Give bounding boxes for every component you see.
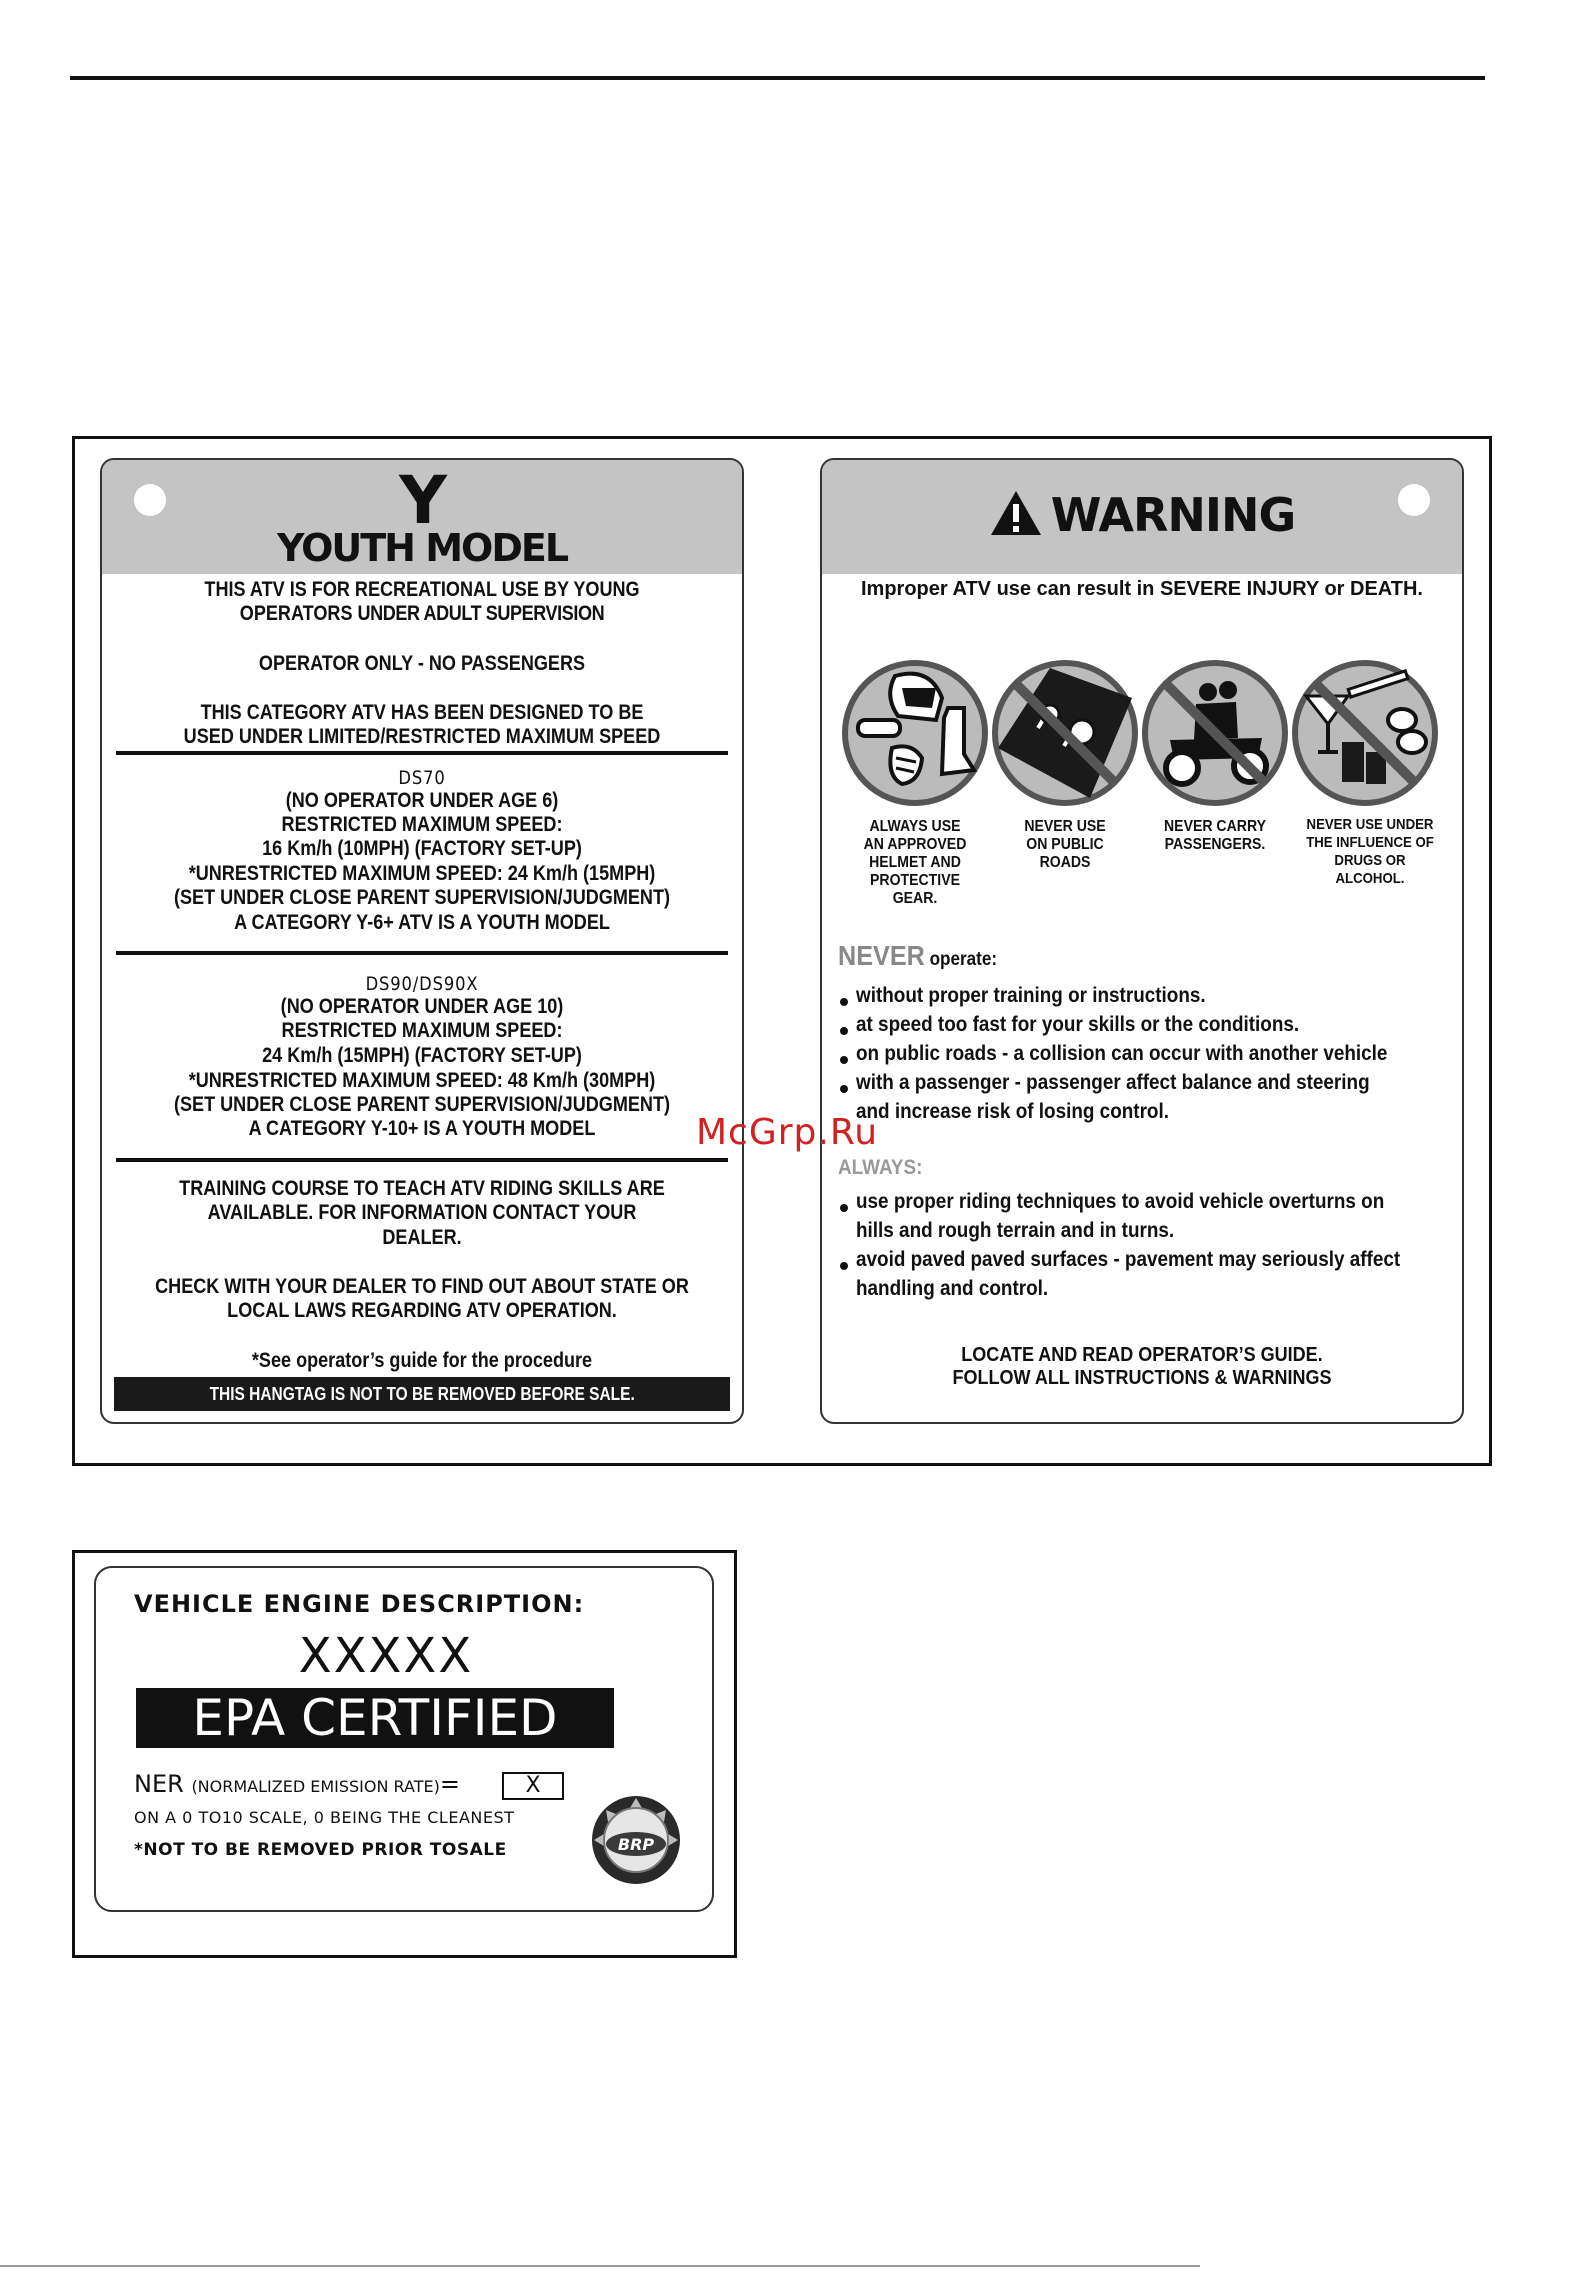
hangtag-notice: THIS HANGTAG IS NOT TO BE REMOVED BEFORE SALE.: [114, 1377, 730, 1411]
bottom-rule: [0, 2265, 1200, 2267]
ds70-age: (NO OPERATOR UNDER AGE 6): [285, 789, 559, 812]
warning-subtitle: Improper ATV use can result in SEVERE INJURY or DEATH.: [861, 578, 1423, 600]
no-public-roads-icon: [990, 658, 1140, 808]
brp-logo-icon: [590, 1794, 682, 1886]
ds90-model: DS90/DS90X: [365, 973, 479, 995]
training-line: AVAILABLE. FOR INFORMATION CONTACT YOUR: [207, 1201, 637, 1224]
never-item: on public roads - a collision can occur with another vehicle: [856, 1042, 1388, 1065]
bullet: [840, 1262, 848, 1270]
helmet-gear-icon: [840, 658, 990, 808]
ds90-line: (SET UNDER CLOSE PARENT SUPERVISION/JUDGMENT): [173, 1093, 671, 1116]
training-line: TRAINING COURSE TO TEACH ATV RIDING SKILLS ARE: [179, 1177, 665, 1200]
laws-line: LOCAL LAWS REGARDING ATV OPERATION.: [227, 1299, 617, 1322]
ds90-line: *UNRESTRICTED MAXIMUM SPEED: 48 Km/h (30MPH): [188, 1069, 656, 1092]
brp-logo-text: BRP: [617, 1835, 655, 1854]
never-item-continued: and increase risk of losing control.: [856, 1100, 1169, 1123]
bullet: [840, 1056, 848, 1064]
engine-description-label: VEHICLE ENGINE DESCRIPTION:: [134, 1590, 585, 1618]
ds70-line: 16 Km/h (10MPH) (FACTORY SET-UP): [262, 837, 582, 860]
divider: [116, 951, 728, 955]
top-rule: [70, 76, 1485, 80]
pictogram-caption: ALWAYS USE AN APPROVED HELMET AND PROTECTIVE GEAR.: [863, 818, 967, 907]
bullet: [840, 998, 848, 1006]
warning-tag-header: [822, 460, 1462, 574]
never-item: without proper training or instructions.: [856, 984, 1206, 1007]
youth-tag-header: [102, 460, 742, 574]
always-item-continued: handling and control.: [856, 1277, 1049, 1300]
category-line: USED UNDER LIMITED/RESTRICTED MAXIMUM SPEED: [183, 725, 661, 748]
divider: [116, 751, 728, 755]
operator-only: OPERATOR ONLY - NO PASSENGERS: [258, 652, 586, 675]
always-item-continued: hills and rough terrain and in turns.: [856, 1219, 1175, 1242]
youth-letter: Y: [399, 462, 445, 539]
ds90-age: (NO OPERATOR UNDER AGE 10): [280, 995, 564, 1018]
ner-label: NER (NORMALIZED EMISSION RATE)=: [134, 1770, 460, 1798]
never-item: with a passenger - passenger affect balance and steering: [856, 1071, 1370, 1094]
operator-guide-notice: FOLLOW ALL INSTRUCTIONS & WARNINGS: [952, 1367, 1332, 1389]
epa-emission-label: [94, 1566, 714, 1912]
warning-hangtag: [820, 458, 1464, 1424]
ner-value: X: [502, 1772, 564, 1800]
warning-title: WARNING: [822, 488, 1462, 542]
pictogram-caption: NEVER USE UNDER THE INFLUENCE OF DRUGS OR ALCOHOL.: [1306, 816, 1434, 887]
never-item: at speed too fast for your skills or the conditions.: [856, 1013, 1300, 1036]
bullet: [840, 1085, 848, 1093]
ds70-model: DS70: [398, 767, 446, 789]
ds90-line: 24 Km/h (15MPH) (FACTORY SET-UP): [262, 1044, 582, 1067]
training-line: DEALER.: [382, 1226, 462, 1249]
category-line: THIS CATEGORY ATV HAS BEEN DESIGNED TO BE: [200, 701, 644, 724]
pictogram-caption: NEVER CARRY PASSENGERS.: [1164, 818, 1266, 853]
no-drugs-alcohol-icon: [1290, 658, 1440, 808]
always-item: avoid paved paved surfaces - pavement may seriously affect: [856, 1248, 1401, 1271]
bullet: [840, 1027, 848, 1035]
bullet: [840, 1204, 848, 1212]
ds90-line: A CATEGORY Y-10+ IS A YOUTH MODEL: [248, 1117, 596, 1140]
pictogram-caption: NEVER USE ON PUBLIC ROADS: [1024, 818, 1106, 871]
laws-line: CHECK WITH YOUR DEALER TO FIND OUT ABOUT STATE OR: [155, 1275, 689, 1298]
youth-title: YOUTH MODEL: [276, 526, 568, 570]
no-passengers-icon: [1140, 658, 1290, 808]
always-heading: ALWAYS:: [838, 1156, 923, 1179]
ds90-line: RESTRICTED MAXIMUM SPEED:: [281, 1019, 563, 1042]
watermark: McGrp.Ru: [696, 1112, 879, 1153]
not-removed-notice: *NOT TO BE REMOVED PRIOR TOSALE: [134, 1840, 507, 1860]
ner-scale-note: ON A 0 TO10 SCALE, 0 BEING THE CLEANEST: [134, 1808, 515, 1827]
never-heading: NEVER operate:: [838, 940, 998, 971]
ds70-line: A CATEGORY Y-6+ ATV IS A YOUTH MODEL: [234, 911, 610, 934]
youth-model-hangtag: [100, 458, 744, 1424]
operator-guide-notice: LOCATE AND READ OPERATOR’S GUIDE.: [961, 1344, 1323, 1366]
see-guide: *See operator’s guide for the procedure: [251, 1349, 593, 1372]
ds70-line: (SET UNDER CLOSE PARENT SUPERVISION/JUDGMENT): [173, 886, 671, 909]
epa-certified-banner: EPA CERTIFIED: [136, 1688, 614, 1748]
divider: [116, 1158, 728, 1162]
engine-description-value: XXXXX: [298, 1628, 474, 1684]
always-item: use proper riding techniques to avoid vehicle overturns on: [856, 1190, 1385, 1213]
warning-triangle-icon: [989, 489, 1043, 537]
ds70-line: RESTRICTED MAXIMUM SPEED:: [281, 813, 563, 836]
intro-line: THIS ATV IS FOR RECREATIONAL USE BY YOUNG: [204, 578, 640, 601]
intro-line: OPERATORS UNDER ADULT SUPERVISION: [239, 602, 605, 625]
ds70-line: *UNRESTRICTED MAXIMUM SPEED: 24 Km/h (15MPH): [188, 862, 656, 885]
